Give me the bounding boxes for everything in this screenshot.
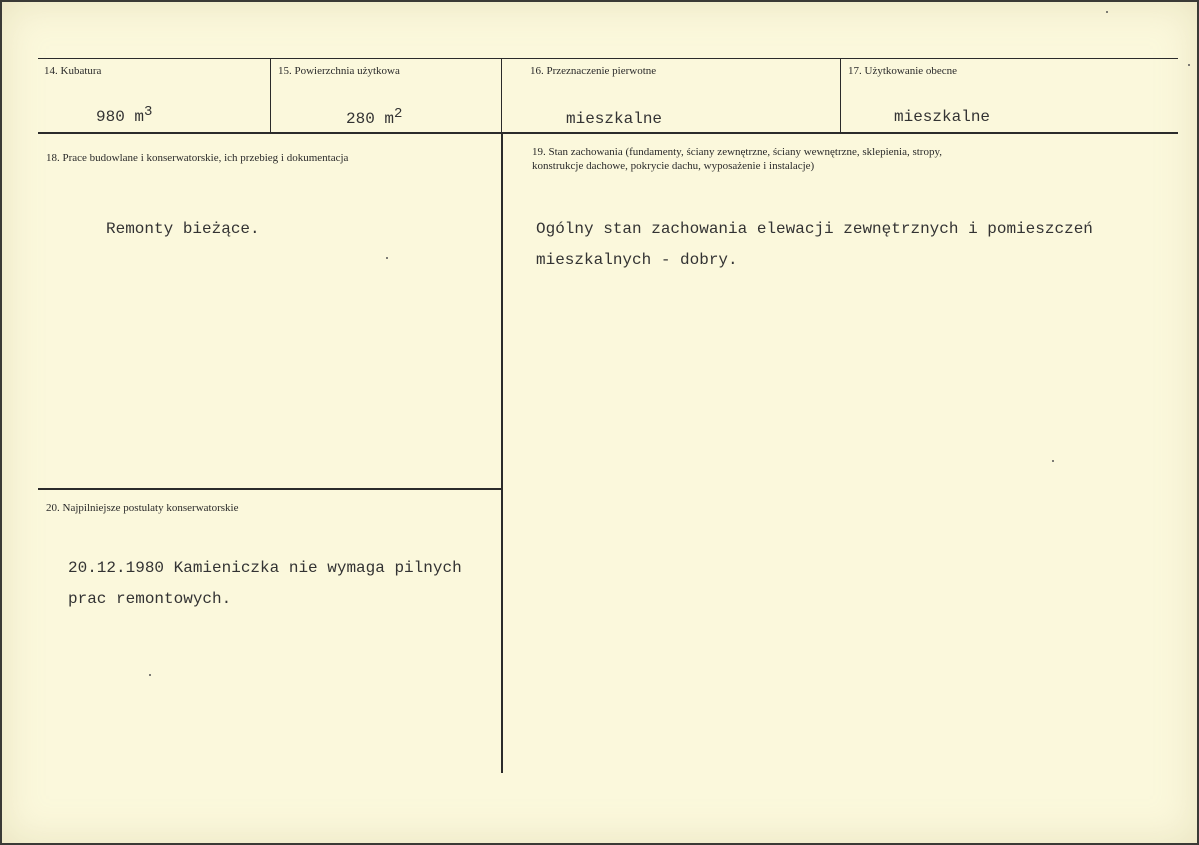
document-card <box>2 2 1197 843</box>
paper-speck <box>149 674 151 676</box>
field-20-value-line2: prac remontowych. <box>68 590 232 608</box>
field-14-value <box>96 104 153 126</box>
field-19-label-line2: konstrukcje dachowe, pokrycie dachu, wyposażenie i instalacje) <box>532 160 815 172</box>
field-20-value-line1: 20.12.1980 Kamieniczka nie wymaga pilnych <box>68 559 462 577</box>
field-15-value <box>346 106 403 128</box>
field-14-exponent: 3 <box>144 104 153 120</box>
field-16-label: 16. Przeznaczenie pierwotne <box>530 65 657 77</box>
field-17-label: 17. Użytkowanie obecne <box>848 65 958 77</box>
field-14-label: 14. Kubatura <box>44 65 102 77</box>
main-column-divider <box>501 132 503 773</box>
field-15-label: 15. Powierzchnia użytkowa <box>278 65 400 77</box>
field-18-label: 18. Prace budowlane i konserwatorskie, ich przebieg i dokumentacja <box>46 152 349 164</box>
divider-15-16 <box>501 58 502 133</box>
field-20-label: 20. Najpilniejsze postulaty konserwatorskie <box>46 502 239 514</box>
field-19-value-line2: mieszkalnych - dobry. <box>536 251 738 269</box>
field-19-value-line1: Ogólny stan zachowania elewacji zewnętrznych i pomieszczeń <box>536 220 1093 238</box>
divider-14-15 <box>270 58 271 133</box>
paper-speck <box>1106 11 1108 13</box>
paper-speck <box>1052 460 1054 462</box>
row1-bottom-rule <box>38 132 1178 134</box>
field20-top-rule <box>38 488 502 490</box>
divider-16-17 <box>840 58 841 133</box>
field-19-label-line1: 19. Stan zachowania (fundamenty, ściany zewnętrzne, ściany wewnętrzne, sklepienia, stropy, <box>532 146 943 158</box>
field-16-value: mieszkalne <box>566 110 663 128</box>
field-15-exponent: 2 <box>394 106 403 122</box>
top-rule <box>38 58 1178 59</box>
field-17-value: mieszkalne <box>894 108 991 126</box>
paper-speck <box>386 257 388 259</box>
field-15-number: 280 m <box>346 110 395 128</box>
paper-speck <box>1188 64 1190 66</box>
field-18-value: Remonty bieżące. <box>106 220 260 238</box>
field-14-number: 980 m <box>96 108 145 126</box>
